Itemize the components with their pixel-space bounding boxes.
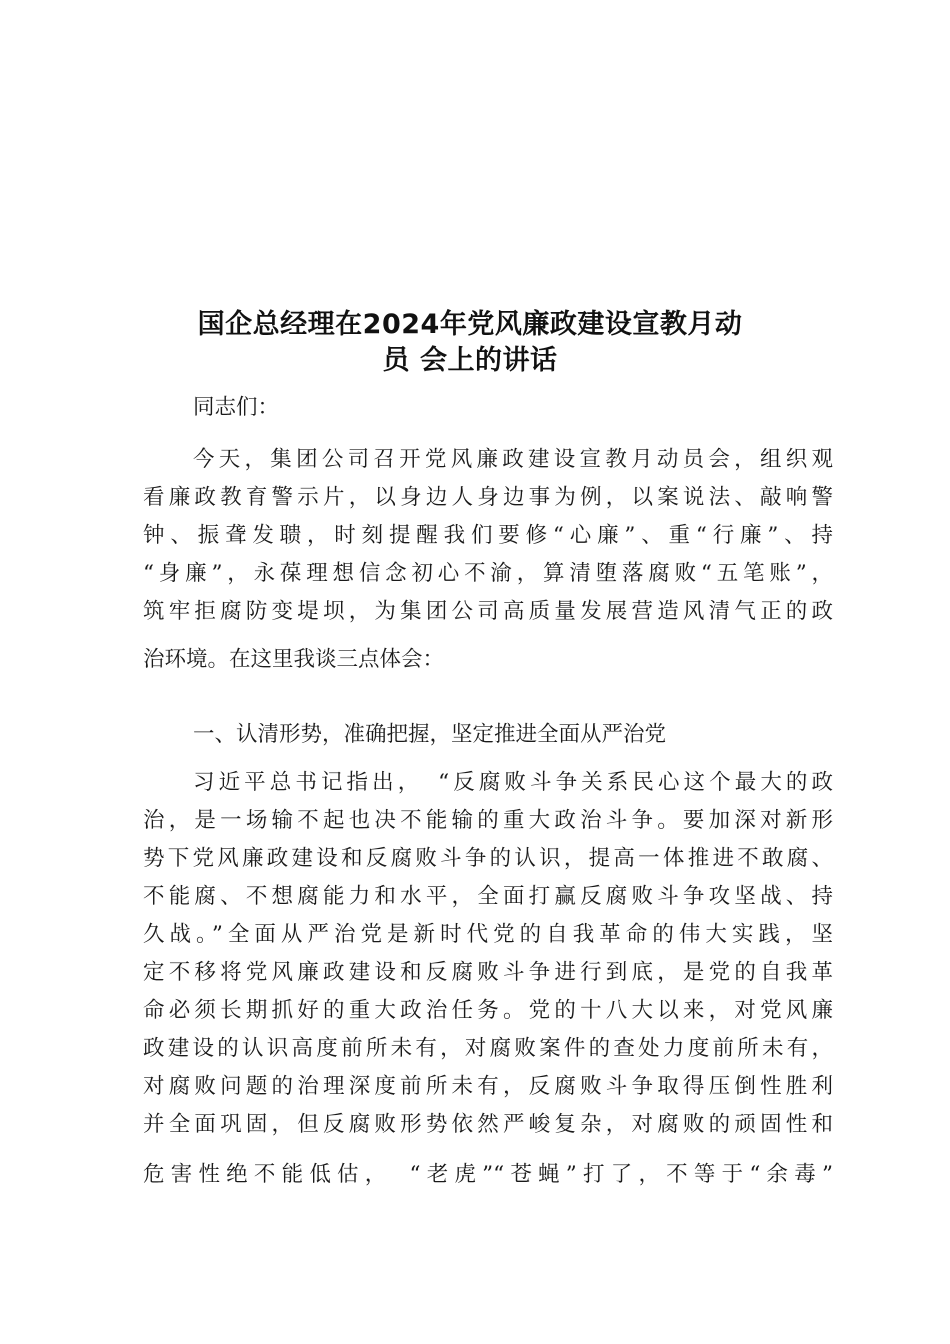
paragraph-1-line-6: 治环境。在这里我谈三点体会：: [143, 647, 445, 672]
paragraph-2-line-3: 势下党风廉政建设和反腐败斗争的认识，提高一体推进不敢腐、: [143, 846, 833, 871]
paragraph-2-line-2: 治，是一场输不起也决不能输的重大政治斗争。要加深对新形: [143, 808, 833, 833]
paragraph-2-line-10: 并全面巩固，但反腐败形势依然严峻复杂，对腐败的顽固性和: [143, 1112, 833, 1137]
paragraph-2-line-8: 政建设的认识高度前所未有，对腐败案件的查处力度前所未有，: [143, 1036, 833, 1061]
paragraph-1-line-5: 筑牢拒腐防变堤坝，为集团公司高质量发展营造风清气正的政: [143, 599, 833, 624]
paragraph-2-line-4: 不能腐、不想腐能力和水平，全面打赢反腐败斗争攻坚战、持: [143, 884, 833, 909]
paragraph-2-line-11: 危害性绝不能低估， “老虎”“苍蝇”打了，不等于“余毒”: [143, 1162, 833, 1187]
section-1-heading: 一、认清形势，准确把握，坚定推进全面从严治党: [193, 722, 667, 747]
paragraph-2-line-9: 对腐败问题的治理深度前所未有，反腐败斗争取得压倒性胜利: [143, 1074, 833, 1099]
document-title-line-1: 国企总经理在2024年党风廉政建设宣教月动: [197, 309, 743, 340]
paragraph-2-line-7: 命必须长期抓好的重大政治任务。党的十八大以来，对党风廉: [143, 998, 833, 1023]
document-title-line-2: 员 会上的讲话: [382, 345, 558, 376]
salutation: 同志们：: [193, 395, 280, 420]
paragraph-1-line-3: 钟、振聋发聩，时刻提醒我们要修“心廉”、重“行廉”、持: [143, 523, 833, 548]
paragraph-2-line-5: 久战。”全面从严治党是新时代党的自我革命的伟大实践，坚: [143, 922, 833, 947]
paragraph-1-line-2: 看廉政教育警示片，以身边人身边事为例，以案说法、敲响警: [143, 485, 833, 510]
paragraph-1-line-1: 今天，集团公司召开党风廉政建设宣教月动员会，组织观: [193, 447, 833, 472]
paragraph-2-line-6: 定不移将党风廉政建设和反腐败斗争进行到底，是党的自我革: [143, 960, 833, 985]
paragraph-1-line-4: “身廉”，永葆理想信念初心不渝，算清堕落腐败“五笔账”，: [143, 561, 833, 586]
paragraph-2-line-1: 习近平总书记指出， “反腐败斗争关系民心这个最大的政: [193, 770, 833, 795]
